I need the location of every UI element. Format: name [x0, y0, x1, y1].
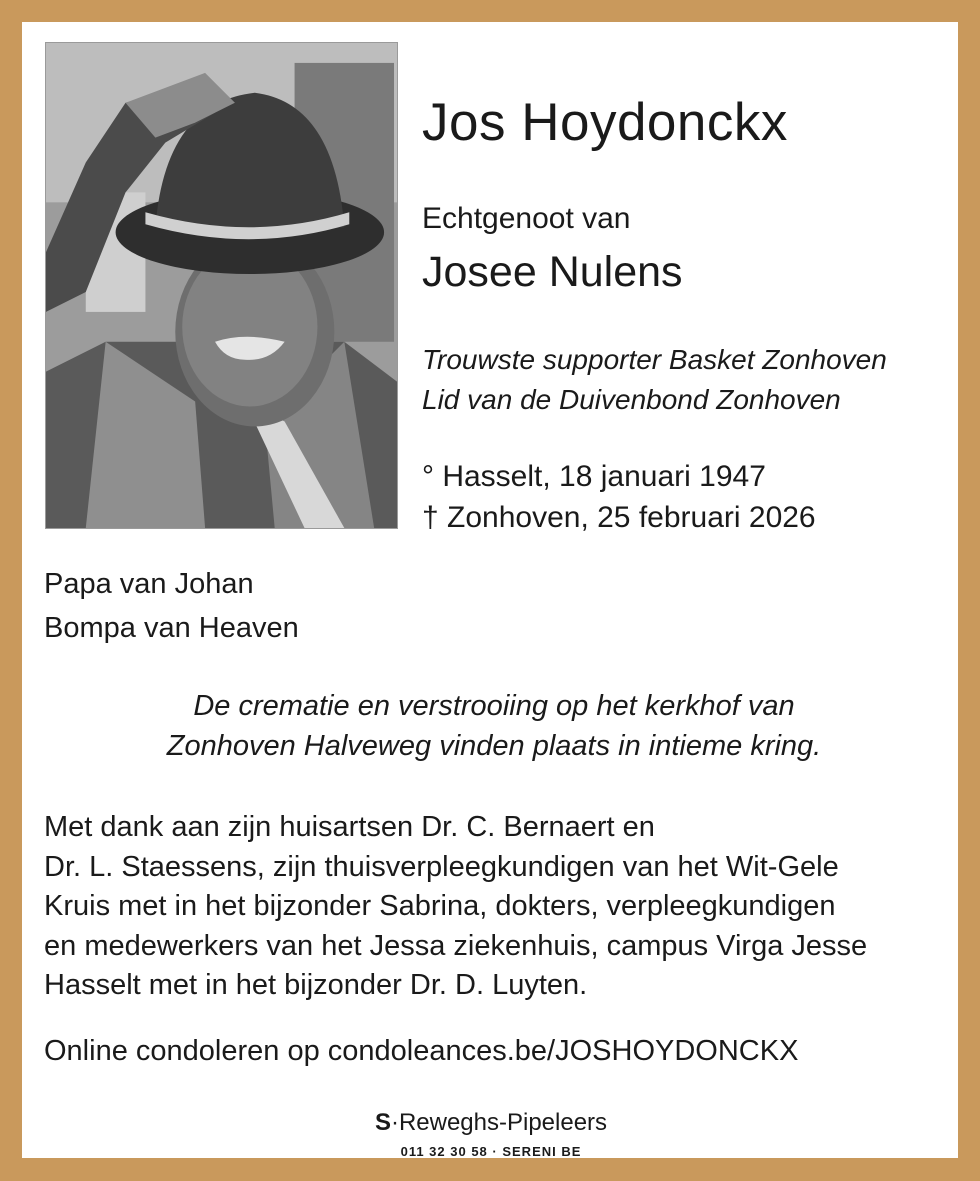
funeral-home-logo: [340, 1108, 642, 1138]
funeral-home-mark: S: [374, 1109, 391, 1136]
death-date: † Zonhoven, 25 februari 2026: [422, 501, 816, 534]
role-line: Lid van de Duivenbond Zonhoven: [422, 384, 841, 415]
ceremony-line: Zonhoven Halveweg vinden plaats in intieme kring.: [166, 730, 822, 762]
role-line: Trouwste supporter Basket Zonhoven: [422, 344, 887, 375]
life-dates: [422, 456, 816, 538]
family-line: Papa van Johan: [44, 568, 254, 600]
birth-date: ° Hasselt, 18 januari 1947: [422, 460, 766, 493]
funeral-home-contact: 011 32 30 58 · SERENI BE: [400, 1144, 582, 1159]
thanks-line: Hasselt met in het bijzonder Dr. D. Luyten.: [44, 969, 588, 1001]
family-list: [44, 562, 299, 650]
deceased-name: Jos Hoydonckx: [422, 93, 788, 152]
ceremony-notice: [44, 686, 944, 766]
ceremony-line: De crematie en verstrooiing op het kerkhof van: [193, 690, 795, 722]
thanks-line: Dr. L. Staessens, zijn thuisverpleegkundigen van het Wit-Gele: [44, 850, 839, 883]
family-line: Bompa van Heaven: [44, 612, 299, 644]
thanks-line: en medewerkers van het Jessa ziekenhuis, campus Virga Jesse: [44, 929, 868, 962]
spouse-name: Josee Nulens: [422, 248, 683, 296]
spouse-intro: Echtgenoot van: [422, 202, 631, 235]
portrait-photo: [45, 42, 398, 529]
obituary-card: [22, 22, 958, 1158]
online-condolences: Online condoleren op condoleances.be/JOSHOYDONCKX: [44, 1035, 799, 1067]
thanks-line: Met dank aan zijn huisartsen Dr. C. Bernaert en: [44, 811, 655, 843]
roles: [422, 340, 887, 420]
thanks-line: Kruis met in het bijzonder Sabrina, dokters, verpleegkundigen: [44, 890, 836, 922]
funeral-home-name: ·Reweghs-Pipeleers: [390, 1109, 608, 1136]
thanks-paragraph: [44, 808, 944, 1006]
funeral-home: [340, 1108, 642, 1158]
